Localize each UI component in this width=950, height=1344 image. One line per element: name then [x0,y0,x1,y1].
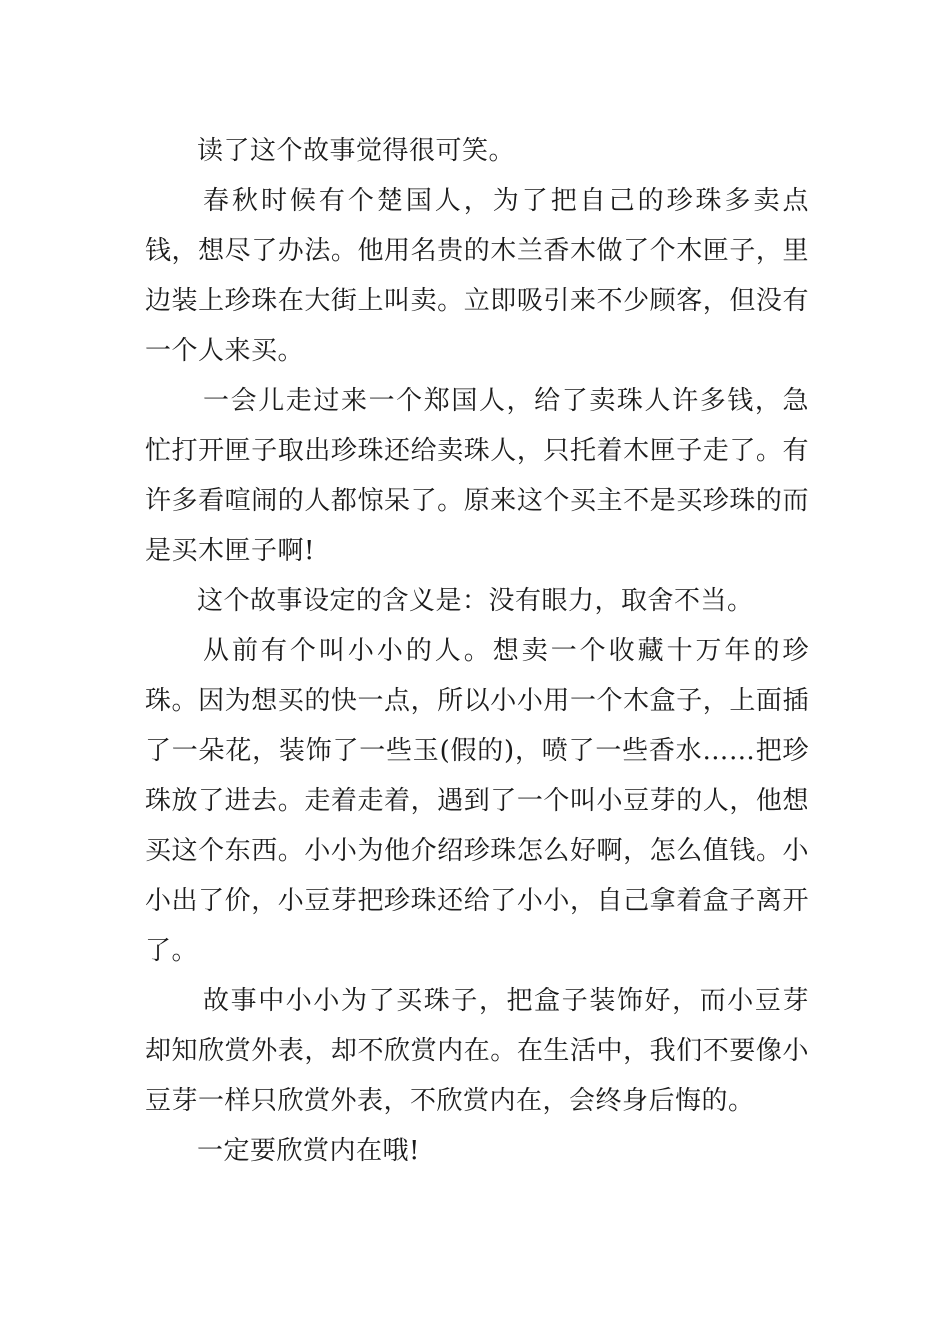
paragraph-5: 从前有个叫小小的人。想卖一个收藏十万年的珍珠。因为想买的快一点，所以小小用一个木盒子，上面插了一朵花，装饰了一些玉(假的)，喷了一些香水……把珍珠放了进去。走着走着，遇到了一个叫小豆芽的人，他想买这个东西。小小为他介绍珍珠怎么好啊，怎么值钱。小小出了价，小豆芽把珍珠还给了小小，自己拿着盒子离开了。 [145,636,809,966]
paragraph-4: 这个故事设定的含义是：没有眼力，取舍不当。 [197,586,754,616]
document-body [145,126,809,1176]
paragraph-6: 故事中小小为了买珠子，把盒子装饰好，而小豆芽却知欣赏外表，却不欣赏内在。在生活中，我们不要像小豆芽一样只欣赏外表，不欣赏内在，会终身后悔的。 [145,986,809,1116]
paragraph-2: 春秋时候有个楚国人，为了把自己的珍珠多卖点钱，想尽了办法。他用名贵的木兰香木做了个木匣子，里边装上珍珠在大街上叫卖。立即吸引来不少顾客，但没有一个人来买。 [145,186,809,366]
paragraph-1: 读了这个故事觉得很可笑。 [197,136,516,166]
paragraph-7: 一定要欣赏内在哦! [197,1136,420,1166]
paragraph-3: 一会儿走过来一个郑国人，给了卖珠人许多钱，急忙打开匣子取出珍珠还给卖珠人，只托着木匣子走了。有许多看喧闹的人都惊呆了。原来这个买主不是买珍珠的而是买木匣子啊! [145,386,809,566]
